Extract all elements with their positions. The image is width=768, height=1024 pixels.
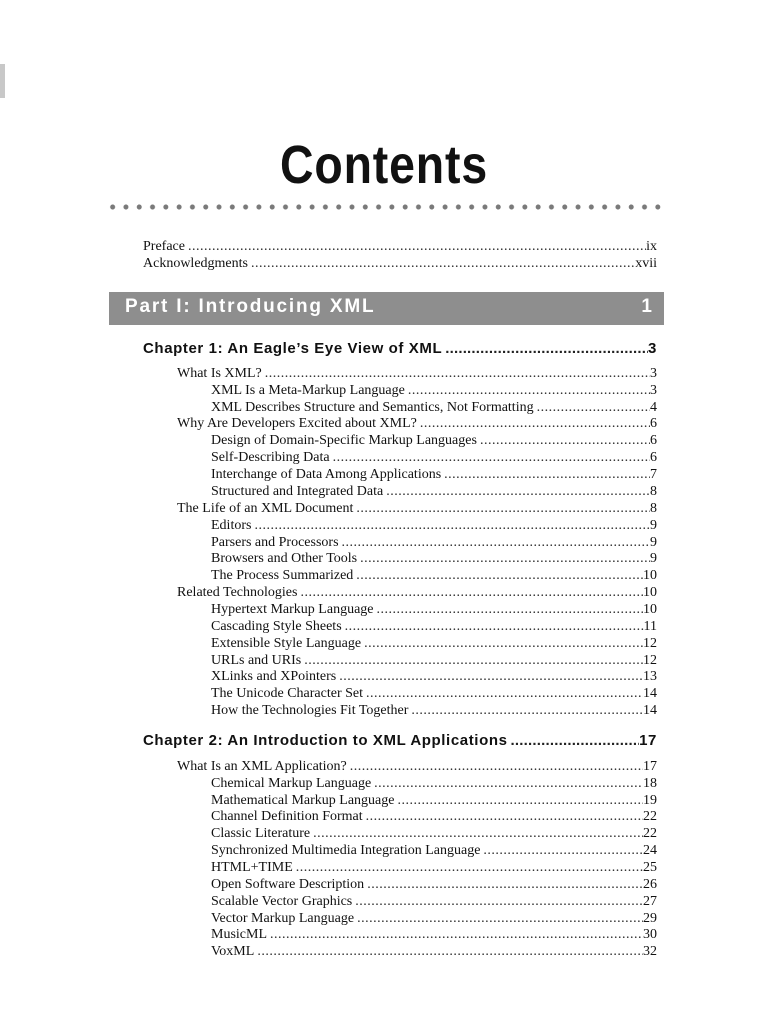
toc-entry-label: The Unicode Character Set (211, 686, 363, 701)
toc-entry[interactable] (211, 618, 657, 635)
dot-leader (367, 876, 643, 893)
toc-entry[interactable] (211, 876, 657, 893)
toc-entry-label: Design of Domain-Specific Markup Languages (211, 433, 477, 448)
dotted-divider (106, 203, 666, 211)
dot-leader (511, 732, 640, 749)
dot-leader (537, 399, 650, 416)
toc-entry-page: 14 (643, 703, 657, 718)
toc-entry-label: Browsers and Other Tools (211, 551, 358, 566)
toc-entry-label: What Is an XML Application? (177, 759, 347, 774)
dot-leader (360, 550, 650, 567)
dot-leader (304, 652, 643, 669)
toc-entry-page: 18 (643, 776, 657, 791)
toc-entry-label: How the Technologies Fit Together (211, 703, 409, 718)
toc-entry[interactable] (211, 483, 657, 500)
toc-entry[interactable] (211, 601, 657, 618)
chapter-title: Chapter 1: An Eagle’s Eye View of XML (143, 340, 443, 357)
toc-entry-page: xvii (635, 256, 657, 271)
toc-entry-label: Self-Describing Data (211, 450, 330, 465)
dot-leader (444, 466, 650, 483)
toc-entry[interactable] (211, 382, 657, 399)
toc-entry[interactable] (211, 517, 657, 534)
toc-entry-page: 11 (643, 619, 657, 634)
toc-entry-page: 6 (650, 433, 657, 448)
toc-entry-page: 29 (643, 911, 657, 926)
dot-leader (420, 415, 650, 432)
dot-leader (366, 685, 643, 702)
toc-entry-page: 10 (643, 568, 657, 583)
toc-entry-page: 19 (643, 793, 657, 808)
toc-entry-label: Related Technologies (177, 585, 298, 600)
toc-entry[interactable] (211, 808, 657, 825)
toc-entry-page: 9 (650, 518, 657, 533)
toc-entry-label: Scalable Vector Graphics (211, 894, 353, 909)
toc-entry-page: 3 (650, 383, 657, 398)
toc-entry[interactable] (211, 893, 657, 910)
toc-entry-page: 24 (643, 843, 657, 858)
toc-entry[interactable] (211, 652, 657, 669)
toc-entry-label: Interchange of Data Among Applications (211, 467, 442, 482)
chapter-heading-1[interactable] (143, 340, 657, 357)
dot-leader (254, 517, 650, 534)
toc-entry-label: Mathematical Markup Language (211, 793, 395, 808)
toc-entry-label: XML Describes Structure and Semantics, Not Formatting (211, 400, 534, 415)
toc-entry-label: Acknowledgments (143, 256, 248, 271)
dot-leader (356, 500, 650, 517)
page-title: Contents (279, 135, 489, 195)
toc-entry-page: 10 (643, 602, 657, 617)
dot-leader (408, 382, 650, 399)
toc-entry-label: Cascading Style Sheets (211, 619, 342, 634)
toc-entry[interactable] (211, 792, 657, 809)
toc-entry-page: 6 (650, 416, 657, 431)
toc-entry-label: Preface (143, 239, 185, 254)
dot-leader (357, 910, 643, 927)
toc-entry-label: Chemical Markup Language (211, 776, 372, 791)
toc-entry-page: 6 (650, 450, 657, 465)
dot-leader (300, 584, 643, 601)
dot-leader (364, 635, 643, 652)
toc-entry[interactable] (211, 449, 657, 466)
dot-leader (366, 808, 643, 825)
toc-entry-page: 12 (643, 636, 657, 651)
dot-leader (339, 668, 643, 685)
dot-leader (377, 601, 644, 618)
toc-entry-label: The Life of an XML Document (177, 501, 354, 516)
toc-entry-page: 13 (643, 669, 657, 684)
toc-entry-label: Open Software Description (211, 877, 365, 892)
page-edge-marker (0, 64, 5, 98)
toc-entry-page: 30 (643, 927, 657, 942)
toc-entry[interactable] (211, 466, 657, 483)
toc-entry-page: 8 (650, 501, 657, 516)
toc-entry[interactable] (211, 635, 657, 652)
toc-entry-label: HTML+TIME (211, 860, 293, 875)
toc-entry-page: 32 (643, 944, 657, 959)
toc-entry-page: 7 (650, 467, 657, 482)
dot-leader (350, 758, 643, 775)
toc-entry-page: ix (646, 239, 657, 254)
dot-leader (251, 255, 635, 272)
toc-entry-label: Extensible Style Language (211, 636, 362, 651)
dot-leader (356, 567, 643, 584)
chapter-page: 17 (639, 732, 657, 749)
dot-leader (296, 859, 643, 876)
toc-entry-page: 8 (650, 484, 657, 499)
toc-entry[interactable] (211, 775, 657, 792)
toc-entry-label: VoxML (211, 944, 255, 959)
toc-entry-label: Hypertext Markup Language (211, 602, 374, 617)
dot-leader (257, 943, 643, 960)
toc-entry-page: 25 (643, 860, 657, 875)
toc-entry[interactable] (177, 500, 657, 517)
toc-entry[interactable] (211, 702, 657, 719)
toc-entry-page: 12 (643, 653, 657, 668)
dot-leader (397, 792, 643, 809)
toc-entry-label: URLs and URIs (211, 653, 302, 668)
part-heading-bar[interactable] (109, 292, 664, 325)
toc-entry[interactable] (211, 399, 657, 416)
chapter-title: Chapter 2: An Introduction to XML Applications (143, 732, 508, 749)
toc-entry[interactable] (177, 415, 657, 432)
toc-entry[interactable] (211, 859, 657, 876)
dot-leader (265, 365, 650, 382)
chapter-page: 3 (648, 340, 657, 357)
toc-entry-label: MusicML (211, 927, 267, 942)
toc-entry[interactable] (177, 758, 657, 775)
toc-entry-label: Channel Definition Format (211, 809, 363, 824)
toc-entry-label: What Is XML? (177, 366, 262, 381)
toc-entry-label: Structured and Integrated Data (211, 484, 384, 499)
dot-leader (342, 534, 650, 551)
dot-leader (355, 893, 643, 910)
dot-leader (270, 926, 643, 943)
dot-leader (411, 702, 643, 719)
toc-entry-label: Classic Literature (211, 826, 311, 841)
toc-entry-label: The Process Summarized (211, 568, 354, 583)
toc-entry[interactable] (211, 550, 657, 567)
toc-entry-acknowledgments[interactable] (143, 255, 657, 272)
toc-entry-page: 17 (643, 759, 657, 774)
toc-entry[interactable] (177, 584, 657, 601)
toc-entry-label: Synchronized Multimedia Integration Language (211, 843, 481, 858)
chapter-heading-2[interactable] (143, 732, 657, 749)
toc-entry[interactable] (211, 432, 657, 449)
toc-entry[interactable] (177, 365, 657, 382)
toc-entry-page: 10 (643, 585, 657, 600)
dot-leader (483, 842, 643, 859)
toc-entry-page: 3 (650, 366, 657, 381)
toc-entry[interactable] (211, 926, 657, 943)
toc-entry-preface[interactable] (143, 238, 657, 255)
toc-entry-page: 9 (650, 551, 657, 566)
toc-entry-label: XLinks and XPointers (211, 669, 337, 684)
dot-leader (386, 483, 650, 500)
toc-entry-page: 9 (650, 535, 657, 550)
toc-entry-label: Editors (211, 518, 252, 533)
toc-entry-label: XML Is a Meta-Markup Language (211, 383, 405, 398)
toc-entry-page: 26 (643, 877, 657, 892)
toc-entry-page: 22 (643, 809, 657, 824)
toc-entry[interactable] (211, 668, 657, 685)
toc-entry[interactable] (211, 534, 657, 551)
dot-leader (313, 825, 643, 842)
toc-entry-label: Parsers and Processors (211, 535, 339, 550)
toc-entry-label: Why Are Developers Excited about XML? (177, 416, 417, 431)
dot-leader (445, 340, 648, 357)
toc-entry[interactable] (211, 910, 657, 927)
toc-entry[interactable] (211, 685, 657, 702)
toc-entry-page: 4 (650, 400, 657, 415)
toc-entry[interactable] (211, 943, 657, 960)
dot-leader (345, 618, 644, 635)
dot-leader (333, 449, 650, 466)
toc-entry[interactable] (211, 842, 657, 859)
dot-leader (374, 775, 643, 792)
dot-leader (188, 238, 646, 255)
toc-entry-label: Vector Markup Language (211, 911, 355, 926)
toc-entry-page: 14 (643, 686, 657, 701)
toc-entry[interactable] (211, 825, 657, 842)
toc-entry-page: 27 (643, 894, 657, 909)
part-page-number: 1 (641, 296, 652, 317)
toc-entry-page: 22 (643, 826, 657, 841)
toc-entry[interactable] (211, 567, 657, 584)
dot-leader (480, 432, 650, 449)
part-title: Part I: Introducing XML (125, 296, 376, 317)
